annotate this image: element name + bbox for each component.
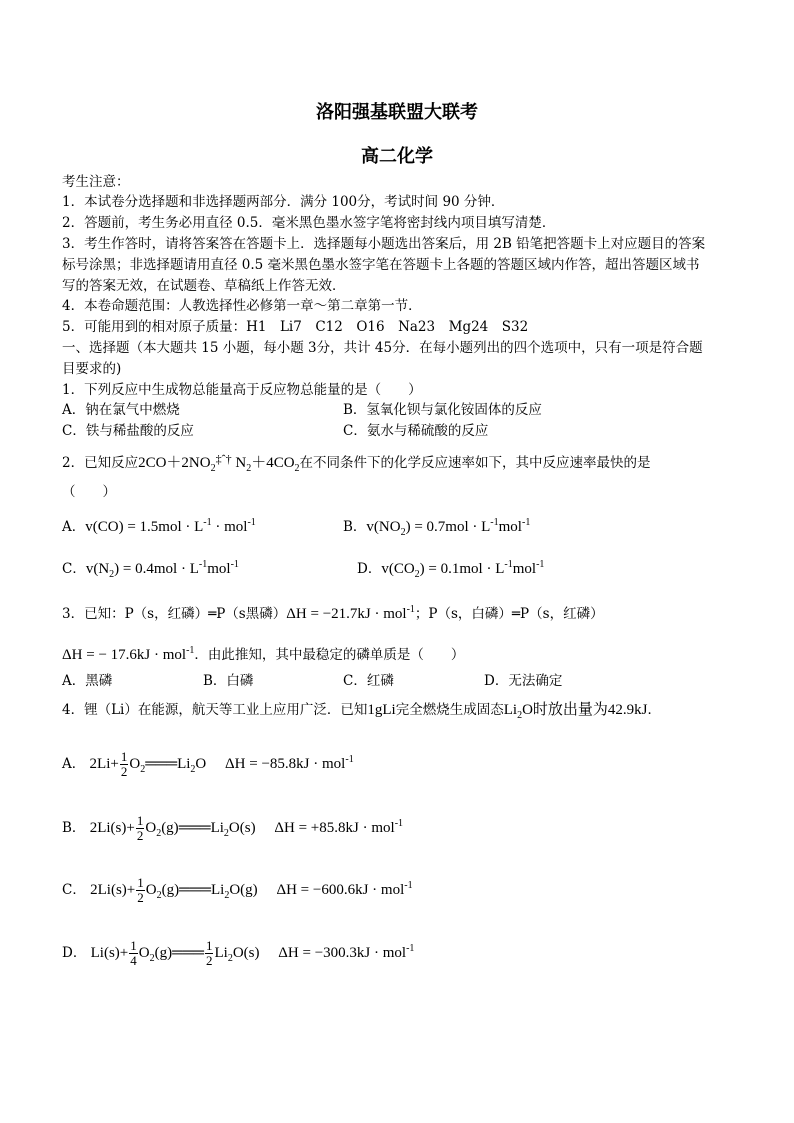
notice-item: 写的答案无效，在试题卷、草稿纸上作答无效． — [62, 278, 346, 294]
q4-stem: 4．锂（Li）在能源，航天等工业上应用广泛．已知1gLi完全燃烧生成固态$Li_2O$时放出量为42.9kJ． — [62, 702, 661, 721]
notice-heading: 考生注意： — [62, 174, 130, 190]
q1-stem: 1．下列反应中生成物总能量高于反应物总能量的是（ ） — [62, 382, 422, 398]
q3-option-a: A．黑磷 — [62, 673, 113, 689]
exam-title: 洛阳强基联盟大联考 — [316, 102, 478, 123]
notice-item: 4．本卷命题范围：人教选择性必修第一章～第二章第一节． — [62, 298, 422, 314]
section-heading-cont: 目要求的) — [62, 361, 122, 377]
q3-option-d: D．无法确定 — [484, 673, 563, 689]
section-heading: 一、选择题（本大题共 15 小题，每小题 3分，共计 45分．在每小题列出的四个选项中，只有一项是符合题 — [62, 340, 703, 356]
q4-option-d: D． Li(s)+ $\frac{1}{4}$ $O_2(g)═══$ $\frac{1}{2}$ $Li_2O(s)$ ΔH = −300.3kJ · mol$^{-1}$ — [62, 938, 415, 969]
q4-option-c: C． 2Li(s)+ $\frac{1}{2}$ $O_2(g)═══Li_2O(g)$ ΔH = −600.6kJ · mol$^{-1}$ — [62, 875, 413, 906]
q2-equation: $2CO+2NO_2^{\ddagger ˆ\dagger}$ $N_2+4CO_2$ — [138, 452, 300, 474]
subject-title: 高二化学 — [361, 146, 433, 167]
q2-paren: （ ） — [62, 484, 116, 500]
q3-stem-cont: ΔH = − 17.6kJ · mol$^{-1}$．由此推知，其中最稳定的磷单质是（ ） — [62, 645, 465, 663]
q1-option-b: B．氢氧化钡与氯化铵固体的反应 — [343, 402, 542, 418]
q2-stem: 2．已知反应$2CO+2NO_2^{\ddagger ˆ\dagger}$ $N_2+4CO_2$在不同条件下的化学反应速率如下，其中反应速率最快的是 — [62, 452, 651, 474]
q3-option-b: B．白磷 — [203, 673, 254, 689]
q2-option-a: A．$v(CO) = 1.5mol \cdot L^{-1} \cdot mol^{-1}$ — [62, 517, 256, 535]
q1-option-d: C．氨水与稀硫酸的反应 — [343, 423, 489, 439]
notice-item: 3．考生作答时，请将答案答在答题卡上．选择题每小题选出答案后，用 2B 铅笔把答题卡上对应题目的答案 — [62, 236, 706, 252]
notice-item: 2．答题前，考生务必用直径 0.5．毫米黑色墨水签字笔将密封线内项目填写清楚． — [62, 215, 556, 231]
q1-option-a: A．钠在氯气中燃烧 — [62, 402, 180, 418]
q2-option-b: B．$v(NO_2) = 0.7mol \cdot L^{-1}mol^{-1}$ — [343, 517, 531, 538]
q2-option-c: C．$v(N_2) = 0.4mol \cdot L^{-1}mol^{-1}$ — [62, 559, 239, 580]
q3-option-c: C．红磷 — [343, 673, 394, 689]
notice-item: 标号涂黑；非选择题请用直径 0.5 毫米黑色墨水签字笔在答题卡上各题的答题区域内作答，超出答题区域书 — [62, 257, 700, 273]
q3-stem: 3．已知：P（s，红磷）═P（s黑磷）ΔH = −21.7kJ · mol$^{-1}$；P（s，白磷）═P（s，红磷） — [62, 604, 604, 622]
q2-option-d: D．$v(CO_2) = 0.1mol \cdot L^{-1}mol^{-1}$ — [357, 559, 545, 580]
q4-option-b: B． 2Li(s)+ $\frac{1}{2}$ $O_2(g)═══Li_2O(s)$ ΔH = +85.8kJ · mol$^{-1}$ — [62, 813, 404, 844]
notice-item: 1．本试卷分选择题和非选择题两部分．满分 100分，考试时间 90 分钟． — [62, 194, 505, 210]
q4-option-a: A． 2Li+ $\frac{1}{2}$ $O_2═══Li_2O$ ΔH = −85.8kJ · mol$^{-1}$ — [62, 749, 354, 780]
notice-item: 5．可能用到的相对原子质量：H1 Li7 C12 O16 Na23 Mg24 S32 — [62, 319, 529, 335]
q1-option-c: C．铁与稀盐酸的反应 — [62, 423, 194, 439]
